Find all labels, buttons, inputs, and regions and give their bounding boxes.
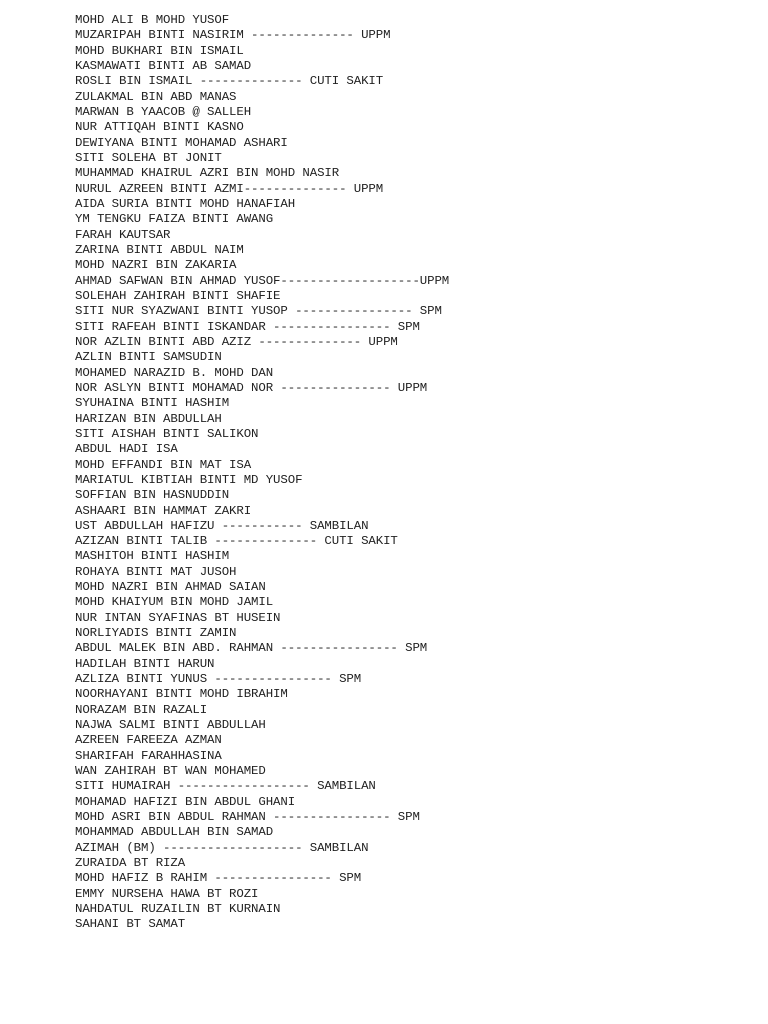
list-line: EMMY NURSEHA HAWA BT ROZI: [75, 886, 259, 901]
document-page: [75, 13, 755, 933]
list-line: ZULAKMAL BIN ABD MANAS: [75, 89, 237, 104]
list-line: AZREEN FAREEZA AZMAN: [75, 733, 222, 748]
list-line: ASHAARI BIN HAMMAT ZAKRI: [75, 503, 252, 518]
list-line: MOHD EFFANDI BIN MAT ISA: [75, 457, 252, 472]
list-line: HADILAH BINTI HARUN: [75, 656, 215, 671]
list-line: KASMAWATI BINTI AB SAMAD: [75, 58, 252, 73]
list-line: SITI AISHAH BINTI SALIKON: [75, 426, 259, 441]
list-line: AZIZAN BINTI TALIB -------------- CUTI SAKIT: [75, 534, 398, 549]
list-line: AZLIN BINTI SAMSUDIN: [75, 350, 222, 365]
list-line: MUHAMMAD KHAIRUL AZRI BIN MOHD NASIR: [75, 166, 340, 181]
list-line: AHMAD SAFWAN BIN AHMAD YUSOF-------------------UPPM: [75, 273, 450, 288]
list-line: YM TENGKU FAIZA BINTI AWANG: [75, 212, 274, 227]
list-line: NAHDATUL RUZAILIN BT KURNAIN: [75, 902, 281, 917]
list-line: ZARINA BINTI ABDUL NAIM: [75, 242, 244, 257]
list-line: MOHD KHAIYUM BIN MOHD JAMIL: [75, 595, 274, 610]
list-line: ROSLI BIN ISMAIL -------------- CUTI SAKIT: [75, 74, 384, 89]
list-line: MUZARIPAH BINTI NASIRIM -------------- UPPM: [75, 28, 391, 43]
list-line: NORLIYADIS BINTI ZAMIN: [75, 626, 237, 641]
list-line: MARIATUL KIBTIAH BINTI MD YUSOF: [75, 472, 303, 487]
list-line: UST ABDULLAH HAFIZU ----------- SAMBILAN: [75, 518, 369, 533]
list-line: MOHD BUKHARI BIN ISMAIL: [75, 43, 244, 58]
list-line: AZIMAH (BM) ------------------- SAMBILAN: [75, 840, 369, 855]
list-line: WAN ZAHIRAH BT WAN MOHAMED: [75, 764, 266, 779]
list-line: SAHANI BT SAMAT: [75, 917, 186, 932]
list-line: NURUL AZREEN BINTI AZMI-------------- UPPM: [75, 181, 384, 196]
list-line: AIDA SURIA BINTI MOHD HANAFIAH: [75, 196, 296, 211]
list-line: SOFFIAN BIN HASNUDDIN: [75, 488, 230, 503]
list-line: MOHD NAZRI BIN AHMAD SAIAN: [75, 580, 266, 595]
list-line: NOR ASLYN BINTI MOHAMAD NOR --------------- UPPM: [75, 380, 428, 395]
list-line: NUR INTAN SYAFINAS BT HUSEIN: [75, 610, 281, 625]
list-line: ZURAIDA BT RIZA: [75, 856, 186, 871]
list-line: SYUHAINA BINTI HASHIM: [75, 396, 230, 411]
list-line: DEWIYANA BINTI MOHAMAD ASHARI: [75, 135, 288, 150]
list-line: MOHAMAD HAFIZI BIN ABDUL GHANI: [75, 794, 296, 809]
name-list: [75, 13, 755, 933]
list-line: SITI SOLEHA BT JONIT: [75, 150, 222, 165]
list-line: NORAZAM BIN RAZALI: [75, 702, 208, 717]
list-line: MOHAMMAD ABDULLAH BIN SAMAD: [75, 825, 274, 840]
list-line: NUR ATTIQAH BINTI KASNO: [75, 120, 244, 135]
list-line: HARIZAN BIN ABDULLAH: [75, 411, 222, 426]
list-line: FARAH KAUTSAR: [75, 227, 171, 242]
list-line: SITI RAFEAH BINTI ISKANDAR ---------------- SPM: [75, 319, 420, 334]
list-line: MOHD NAZRI BIN ZAKARIA: [75, 258, 237, 273]
list-line: SOLEHAH ZAHIRAH BINTI SHAFIE: [75, 288, 281, 303]
list-line: SITI HUMAIRAH ------------------ SAMBILAN: [75, 779, 376, 794]
list-line: MOHD ASRI BIN ABDUL RAHMAN ---------------- SPM: [75, 810, 420, 825]
list-line: ABDUL MALEK BIN ABD. RAHMAN ---------------- SPM: [75, 641, 428, 656]
list-line: ABDUL HADI ISA: [75, 442, 178, 457]
list-line: MARWAN B YAACOB @ SALLEH: [75, 104, 252, 119]
list-line: MOHD HAFIZ B RAHIM ---------------- SPM: [75, 871, 362, 886]
list-line: MOHD ALI B MOHD YUSOF: [75, 13, 230, 27]
list-line: AZLIZA BINTI YUNUS ---------------- SPM: [75, 672, 362, 687]
list-line: SHARIFAH FARAHHASINA: [75, 748, 222, 763]
list-line: NAJWA SALMI BINTI ABDULLAH: [75, 718, 266, 733]
list-line: NOORHAYANI BINTI MOHD IBRAHIM: [75, 687, 288, 702]
list-line: ROHAYA BINTI MAT JUSOH: [75, 564, 237, 579]
list-line: MASHITOH BINTI HASHIM: [75, 549, 230, 564]
list-line: SITI NUR SYAZWANI BINTI YUSOP ---------------- SPM: [75, 304, 442, 319]
list-line: NOR AZLIN BINTI ABD AZIZ -------------- UPPM: [75, 334, 398, 349]
list-line: MOHAMED NARAZID B. MOHD DAN: [75, 365, 274, 380]
